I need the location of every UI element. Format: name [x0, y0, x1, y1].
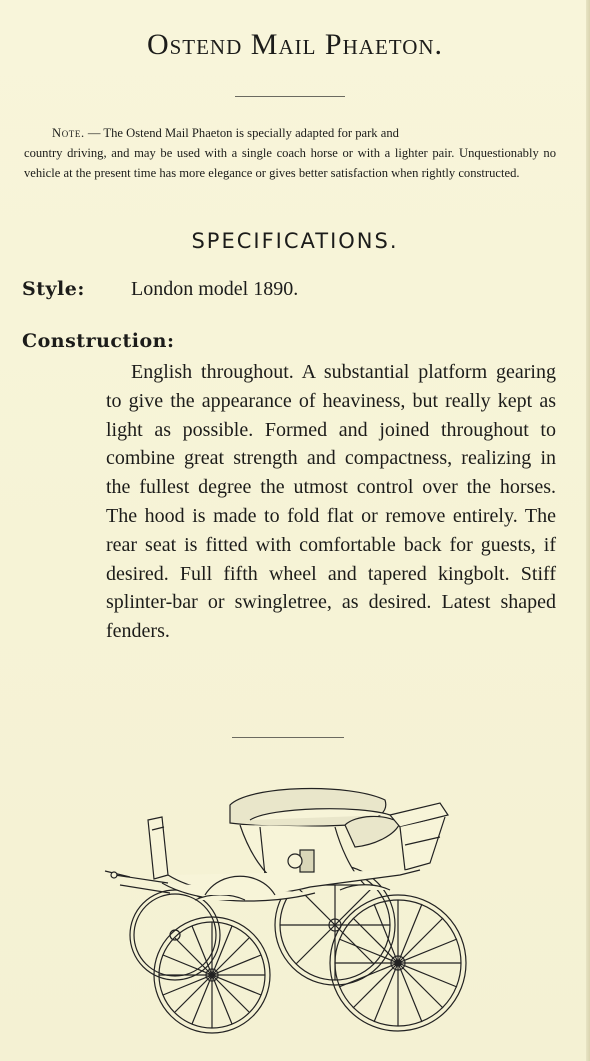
construction-text: English throughout. A substantial platform gearing to give the appearance of heaviness, but really kept as light as possible. Formed and joined throughout to combine great strength and compactness, realizing in the fullest degree the utmost control over the horses. The hood is made to fold flat or remove entirely. The rear seat is fitted with comfortable back for guests, if desired. Full fifth wheel and tapered kingbolt. Stiff splinter-bar or swingletree, as desired. Latest shaped fenders.: [106, 361, 556, 643]
style-label: Style:: [22, 278, 85, 300]
note-text: country driving, and may be used with a single coach horse or with a lighter pair. Unquestionably no vehicle at the present time has more elegance or gives better satisfaction when rightly constructed.: [24, 146, 556, 180]
construction-label: Construction:: [22, 330, 175, 352]
rear-near-wheel: [330, 895, 466, 1031]
front-far-wheel: [130, 890, 220, 980]
divider-rule: [235, 96, 345, 97]
specifications-heading: SPECIFICATIONS.: [191, 229, 399, 253]
divider-rule: [232, 737, 344, 738]
note-paragraph: [24, 123, 556, 183]
note-text-line1: — The Ostend Mail Phaeton is specially adapted for park and: [84, 126, 399, 140]
construction-paragraph: [106, 358, 556, 646]
front-near-wheel: [154, 917, 270, 1033]
carriage-engraving-icon: [100, 775, 480, 1045]
note-label: Note.: [52, 126, 85, 140]
style-value: London model 1890.: [131, 278, 299, 300]
carriage-body: [105, 789, 448, 902]
page-edge: [586, 0, 590, 1061]
note-first-line: [24, 123, 556, 143]
page-title: Ostend Mail Phaeton.: [146, 28, 444, 61]
